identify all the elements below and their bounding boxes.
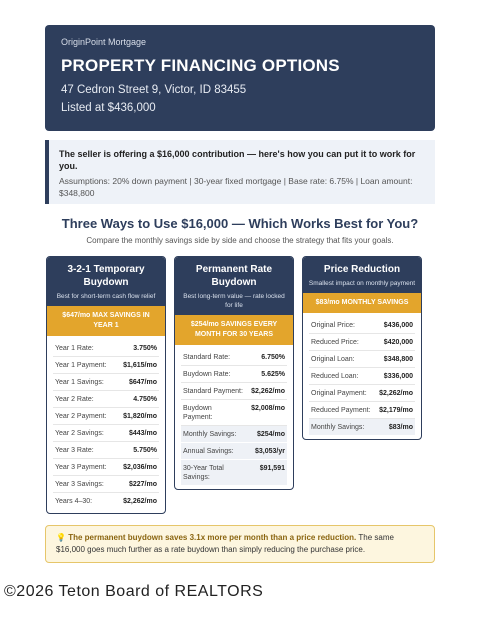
card-rows [175, 345, 293, 489]
card-rows [303, 313, 421, 439]
row-value: $254/mo [256, 430, 285, 438]
card-row [309, 385, 415, 402]
callout-text: The same $16,000 goes much further as a rate buydown than simply reducing the purchase price. [56, 533, 394, 554]
card-row [309, 334, 415, 351]
row-value: $2,262/mo [379, 389, 413, 397]
card-row [181, 400, 287, 426]
row-value: $348,800 [383, 355, 413, 363]
card-row [181, 366, 287, 383]
card-title: 3-2-1 Temporary Buydown [67, 264, 145, 288]
row-label: Reduced Loan: [311, 372, 359, 380]
lightbulb-icon: 💡 [56, 533, 66, 542]
row-label: Year 1 Payment: [55, 361, 107, 369]
card-subtitle: Best long-term value — rate locked for life [183, 293, 285, 309]
row-value: $2,179/mo [379, 406, 413, 414]
row-value: 5.750% [133, 446, 157, 454]
savings-banner: $254/mo SAVINGS EVERY MONTH FOR 30 YEARS [175, 315, 293, 345]
card-rows [47, 336, 165, 513]
card-row [181, 349, 287, 366]
card-row [53, 408, 159, 425]
listing-price: Listed at $436,000 [61, 102, 156, 114]
row-label: Original Price: [311, 321, 355, 329]
row-value: $2,036/mo [123, 463, 157, 471]
row-value: $2,262/mo [123, 497, 157, 505]
row-label: Standard Payment: [183, 387, 243, 395]
row-label: Annual Savings: [183, 447, 234, 455]
savings-banner: $83/mo MONTHLY SAVINGS [303, 293, 421, 313]
card-row [53, 493, 159, 509]
row-label: Monthly Savings: [311, 423, 365, 431]
card-row [53, 340, 159, 357]
card-row [53, 476, 159, 493]
row-label: Year 3 Rate: [55, 446, 94, 454]
section-title: Three Ways to Use $16,000 — Which Works Best for You? [61, 216, 419, 231]
row-label: Year 2 Savings: [55, 429, 104, 437]
card-subtitle: Smallest impact on monthly payment [308, 280, 416, 287]
row-value: $83/mo [388, 423, 413, 431]
row-label: Monthly Savings: [183, 430, 237, 438]
row-label: Year 3 Payment: [55, 463, 107, 471]
page-title: PROPERTY FINANCING OPTIONS [61, 56, 340, 75]
card-row-highlight [181, 443, 287, 460]
copyright-footer: ©2026 Teton Board of REALTORS [4, 583, 264, 600]
property-address: 47 Cedron Street 9, Victor, ID 83455 [61, 84, 247, 96]
header-banner [45, 25, 435, 131]
row-value: $443/mo [128, 429, 157, 437]
card-row [53, 442, 159, 459]
card-header [303, 257, 421, 293]
card-row [53, 391, 159, 408]
row-value: $227/mo [128, 480, 157, 488]
row-label: Reduced Price: [311, 338, 359, 346]
row-label: Year 3 Savings: [55, 480, 104, 488]
brand-name: OriginPoint Mortgage [61, 37, 147, 47]
card-row [181, 383, 287, 400]
card-permanent-buydown [174, 256, 294, 490]
row-label: Year 1 Savings: [55, 378, 104, 386]
row-value: $3,053/yr [255, 447, 285, 455]
row-label: Buydown Payment: [183, 404, 213, 421]
section-subtitle: Compare the monthly savings side by side and choose the strategy that fits your goals. [86, 236, 394, 245]
seller-contribution-info [45, 140, 435, 204]
row-value: $1,615/mo [123, 361, 157, 369]
row-value: $2,262/mo [251, 387, 285, 395]
card-row [309, 351, 415, 368]
row-value: $336,000 [383, 372, 413, 380]
card-subtitle: Best for short-term cash flow relief [56, 293, 156, 300]
info-assumptions: Assumptions: 20% down payment | 30-year fixed mortgage | Base rate: 6.75% | Loan amount: $348,800 [59, 176, 413, 198]
card-price-reduction [302, 256, 422, 440]
comparison-callout [45, 525, 435, 563]
row-value: $647/mo [128, 378, 157, 386]
card-row [309, 402, 415, 419]
row-value: 4.750% [133, 395, 157, 403]
callout-highlight: The permanent buydown saves 3.1x more per month than a price reduction. [68, 533, 357, 542]
row-value: $436,000 [383, 321, 413, 329]
card-row [53, 374, 159, 391]
row-value: 3.750% [133, 344, 157, 352]
row-label: Year 2 Payment: [55, 412, 107, 420]
row-label: Reduced Payment: [311, 406, 371, 414]
card-row [53, 459, 159, 476]
card-row [309, 368, 415, 385]
card-row [309, 317, 415, 334]
row-value: $91,591 [259, 464, 285, 472]
card-row-highlight [181, 426, 287, 443]
row-label: Standard Rate: [183, 353, 231, 361]
info-headline: The seller is offering a $16,000 contribution — here's how you can put it to work for you. [59, 149, 416, 171]
row-label: Original Loan: [311, 355, 355, 363]
row-label: Buydown Rate: [183, 370, 231, 378]
card-row [53, 357, 159, 374]
row-label: Year 1 Rate: [55, 344, 94, 352]
row-value: 5.625% [261, 370, 285, 378]
row-label: Year 2 Rate: [55, 395, 94, 403]
card-header [47, 257, 165, 306]
row-label: Original Payment: [311, 389, 367, 397]
card-title: Price Reduction [323, 264, 401, 275]
card-row-highlight [181, 460, 287, 485]
card-row [53, 425, 159, 442]
row-value: 6.750% [261, 353, 285, 361]
row-label: 30-Year Total Savings: [183, 464, 224, 481]
card-header [175, 257, 293, 315]
row-value: $420,000 [383, 338, 413, 346]
card-temporary-buydown [46, 256, 166, 514]
row-label: Years 4–30: [55, 497, 93, 505]
card-title: Permanent Rate Buydown [195, 264, 273, 288]
row-value: $2,008/mo [251, 404, 285, 412]
savings-banner: $647/mo MAX SAVINGS IN YEAR 1 [47, 306, 165, 336]
card-row-highlight [309, 419, 415, 435]
row-value: $1,820/mo [123, 412, 157, 420]
